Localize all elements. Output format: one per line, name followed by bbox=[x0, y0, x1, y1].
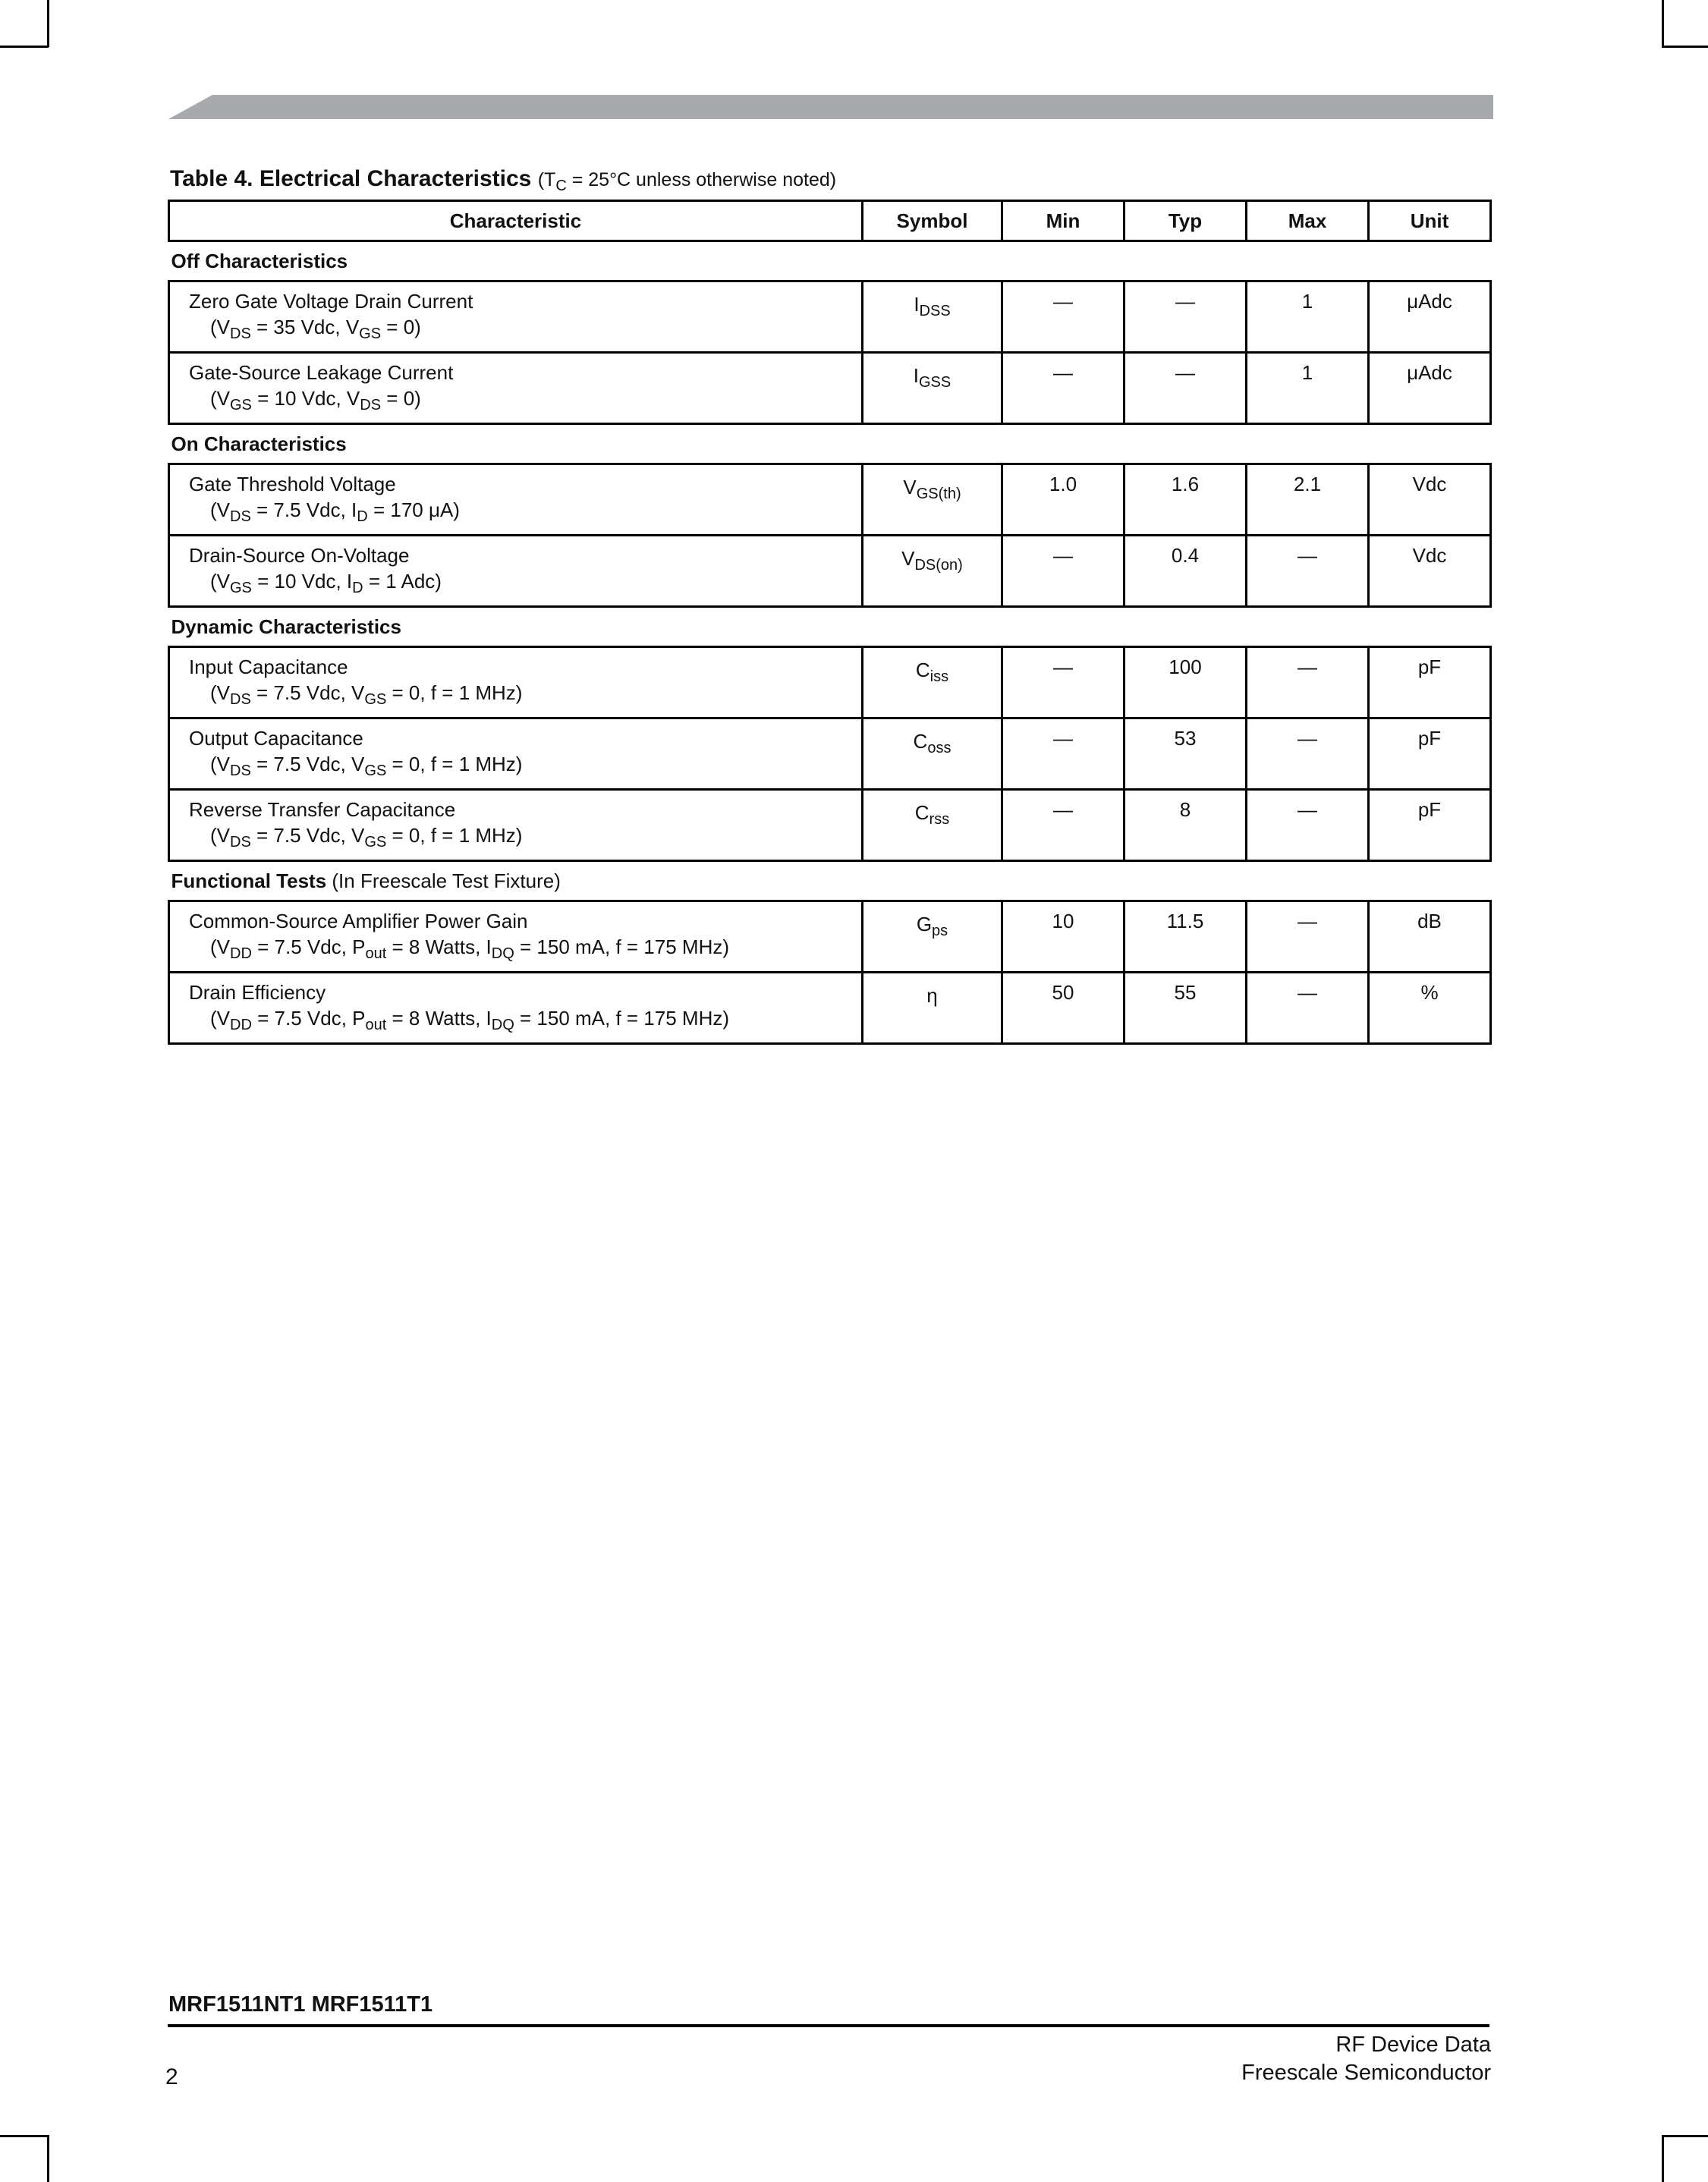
column-header-max: Max bbox=[1247, 201, 1369, 241]
table-row bbox=[169, 973, 1491, 1044]
symbol-cell bbox=[863, 718, 1002, 790]
min-cell: — bbox=[1002, 790, 1125, 861]
symbol-cell bbox=[863, 647, 1002, 718]
symbol-value: $C_{rss}$ bbox=[914, 801, 950, 828]
characteristic-name: Common-Source Amplifier Power Gain bbox=[189, 910, 528, 932]
table-body bbox=[169, 241, 1491, 1044]
section-title bbox=[169, 424, 1491, 464]
table-row bbox=[169, 718, 1491, 790]
unit-cell: pF bbox=[1369, 718, 1491, 790]
min-cell: 1.0 bbox=[1002, 464, 1125, 536]
crop-mark-top-right-v bbox=[1662, 0, 1664, 47]
section-header-row bbox=[169, 861, 1491, 901]
table-row bbox=[169, 536, 1491, 607]
column-header-typ: Typ bbox=[1125, 201, 1247, 241]
symbol-cell bbox=[863, 281, 1002, 353]
characteristic-conditions: ($V_{DS} = 7.5$ Vdc, $V_{GS} = 0$, f = 1 MHz) bbox=[210, 824, 523, 850]
characteristic-cell bbox=[169, 464, 863, 536]
section-title-text: Off Characteristics bbox=[171, 250, 348, 272]
typ-cell: 55 bbox=[1125, 973, 1247, 1044]
typ-cell: 53 bbox=[1125, 718, 1247, 790]
max-cell: 1 bbox=[1247, 353, 1369, 424]
typ-cell: 0.4 bbox=[1125, 536, 1247, 607]
max-cell: — bbox=[1247, 973, 1369, 1044]
symbol-value: $C_{oss}$ bbox=[913, 730, 952, 756]
symbol-value: $I_{DSS}$ bbox=[914, 293, 951, 319]
typ-cell: — bbox=[1125, 281, 1247, 353]
column-header-symbol: Symbol bbox=[863, 201, 1002, 241]
header-bar bbox=[168, 95, 1493, 119]
symbol-value: η bbox=[926, 984, 938, 1007]
table-header-row bbox=[169, 201, 1491, 241]
characteristic-conditions: ($V_{DD} = 7.5$ Vdc, $P_{out} = 8$ Watts, $I_{DQ} = 150$ mA, f = 175 MHz) bbox=[210, 935, 729, 962]
min-cell: — bbox=[1002, 536, 1125, 607]
symbol-cell bbox=[863, 973, 1002, 1044]
footer-rf-device-data: RF Device Data bbox=[1335, 2033, 1491, 2057]
table-conditions: ($T_C = 25^\circ C$ unless otherwise noted) bbox=[537, 169, 837, 194]
max-cell: — bbox=[1247, 790, 1369, 861]
unit-cell: μAdc bbox=[1369, 281, 1491, 353]
section-title-text: On Characteristics bbox=[171, 432, 347, 455]
characteristic-conditions: ($V_{DS} = 35$ Vdc, $V_{GS} = 0$) bbox=[210, 316, 421, 342]
typ-cell: 11.5 bbox=[1125, 901, 1247, 973]
characteristic-cell bbox=[169, 281, 863, 353]
table-row bbox=[169, 790, 1491, 861]
column-header-min: Min bbox=[1002, 201, 1125, 241]
unit-cell: dB bbox=[1369, 901, 1491, 973]
page-number: 2 bbox=[165, 2064, 178, 2089]
characteristic-name: Input Capacitance bbox=[189, 656, 348, 678]
electrical-characteristics-table bbox=[168, 200, 1492, 1045]
characteristic-cell bbox=[169, 973, 863, 1044]
typ-cell: 8 bbox=[1125, 790, 1247, 861]
unit-cell: pF bbox=[1369, 790, 1491, 861]
symbol-value: $I_{GSS}$ bbox=[913, 364, 952, 391]
crop-mark-bottom-left-v bbox=[47, 2135, 49, 2182]
min-cell: — bbox=[1002, 718, 1125, 790]
min-cell: — bbox=[1002, 353, 1125, 424]
max-cell: — bbox=[1247, 718, 1369, 790]
characteristic-conditions: ($V_{GS} = 10$ Vdc, $V_{DS} = 0$) bbox=[210, 387, 421, 413]
section-title-text: Dynamic Characteristics bbox=[171, 615, 401, 638]
characteristic-conditions: ($V_{GS} = 10$ Vdc, $I_D = 1$ Adc) bbox=[210, 570, 442, 596]
typ-cell: 100 bbox=[1125, 647, 1247, 718]
footer-rule bbox=[168, 2024, 1489, 2027]
crop-mark-top-left-h bbox=[0, 46, 49, 48]
min-cell: — bbox=[1002, 647, 1125, 718]
symbol-value: $V_{DS(on)}$ bbox=[901, 547, 963, 574]
characteristic-name: Reverse Transfer Capacitance bbox=[189, 798, 456, 821]
max-cell: — bbox=[1247, 647, 1369, 718]
min-cell: — bbox=[1002, 281, 1125, 353]
characteristic-name: Gate Threshold Voltage bbox=[189, 473, 396, 495]
characteristic-name: Drain-Source On-Voltage bbox=[189, 544, 410, 567]
crop-mark-bottom-right-v bbox=[1662, 2135, 1664, 2182]
crop-mark-top-right-h bbox=[1662, 46, 1708, 48]
unit-cell: % bbox=[1369, 973, 1491, 1044]
footer-company: Freescale Semiconductor bbox=[1241, 2061, 1491, 2085]
characteristic-name: Zero Gate Voltage Drain Current bbox=[189, 290, 473, 313]
unit-cell: Vdc bbox=[1369, 536, 1491, 607]
section-title bbox=[169, 861, 1491, 901]
characteristic-name: Drain Efficiency bbox=[189, 981, 326, 1004]
crop-mark-bottom-right-h bbox=[1662, 2135, 1708, 2137]
characteristic-cell bbox=[169, 647, 863, 718]
max-cell: — bbox=[1247, 536, 1369, 607]
symbol-cell bbox=[863, 464, 1002, 536]
characteristic-cell bbox=[169, 718, 863, 790]
symbol-value: $C_{iss}$ bbox=[915, 659, 949, 685]
crop-mark-top-left-v bbox=[47, 0, 49, 47]
max-cell: — bbox=[1247, 901, 1369, 973]
section-title bbox=[169, 607, 1491, 647]
unit-cell: Vdc bbox=[1369, 464, 1491, 536]
characteristic-cell bbox=[169, 790, 863, 861]
characteristic-cell bbox=[169, 353, 863, 424]
characteristic-conditions: ($V_{DD} = 7.5$ Vdc, $P_{out} = 8$ Watts, $I_{DQ} = 150$ mA, f = 175 MHz) bbox=[210, 1007, 729, 1033]
crop-mark-bottom-left-h bbox=[0, 2135, 49, 2137]
table-row bbox=[169, 353, 1491, 424]
symbol-value: $V_{GS(th)}$ bbox=[903, 476, 961, 502]
min-cell: 10 bbox=[1002, 901, 1125, 973]
section-header-row bbox=[169, 424, 1491, 464]
symbol-cell bbox=[863, 353, 1002, 424]
section-header-row bbox=[169, 241, 1491, 281]
table-row bbox=[169, 281, 1491, 353]
table-row bbox=[169, 464, 1491, 536]
max-cell: 2.1 bbox=[1247, 464, 1369, 536]
typ-cell: 1.6 bbox=[1125, 464, 1247, 536]
unit-cell: μAdc bbox=[1369, 353, 1491, 424]
min-cell: 50 bbox=[1002, 973, 1125, 1044]
column-header-unit: Unit bbox=[1369, 201, 1491, 241]
max-cell: 1 bbox=[1247, 281, 1369, 353]
footer-part-numbers: MRF1511NT1 MRF1511T1 bbox=[168, 1992, 433, 2017]
symbol-value: $G_{ps}$ bbox=[916, 913, 948, 939]
table-title: Table 4. Electrical Characteristics bbox=[170, 166, 532, 191]
characteristic-cell bbox=[169, 536, 863, 607]
characteristic-conditions: ($V_{DS} = 7.5$ Vdc, $I_D = 170$ μA) bbox=[210, 498, 460, 525]
characteristic-conditions: ($V_{DS} = 7.5$ Vdc, $V_{GS} = 0$, f = 1 MHz) bbox=[210, 753, 523, 779]
symbol-cell bbox=[863, 790, 1002, 861]
section-title bbox=[169, 241, 1491, 281]
typ-cell: — bbox=[1125, 353, 1247, 424]
table-row bbox=[169, 901, 1491, 973]
characteristic-name: Gate-Source Leakage Current bbox=[189, 361, 454, 384]
symbol-cell bbox=[863, 536, 1002, 607]
unit-cell: pF bbox=[1369, 647, 1491, 718]
table-row bbox=[169, 647, 1491, 718]
characteristic-name: Output Capacitance bbox=[189, 727, 363, 750]
section-title-text: Functional Tests bbox=[171, 869, 327, 892]
symbol-cell bbox=[863, 901, 1002, 973]
characteristic-cell bbox=[169, 901, 863, 973]
section-title-note: (In Freescale Test Fixture) bbox=[332, 869, 561, 892]
characteristic-conditions: ($V_{DS} = 7.5$ Vdc, $V_{GS} = 0$, f = 1 MHz) bbox=[210, 681, 523, 708]
section-header-row bbox=[169, 607, 1491, 647]
column-header-characteristic: Characteristic bbox=[169, 201, 863, 241]
table-title-line bbox=[170, 165, 836, 193]
